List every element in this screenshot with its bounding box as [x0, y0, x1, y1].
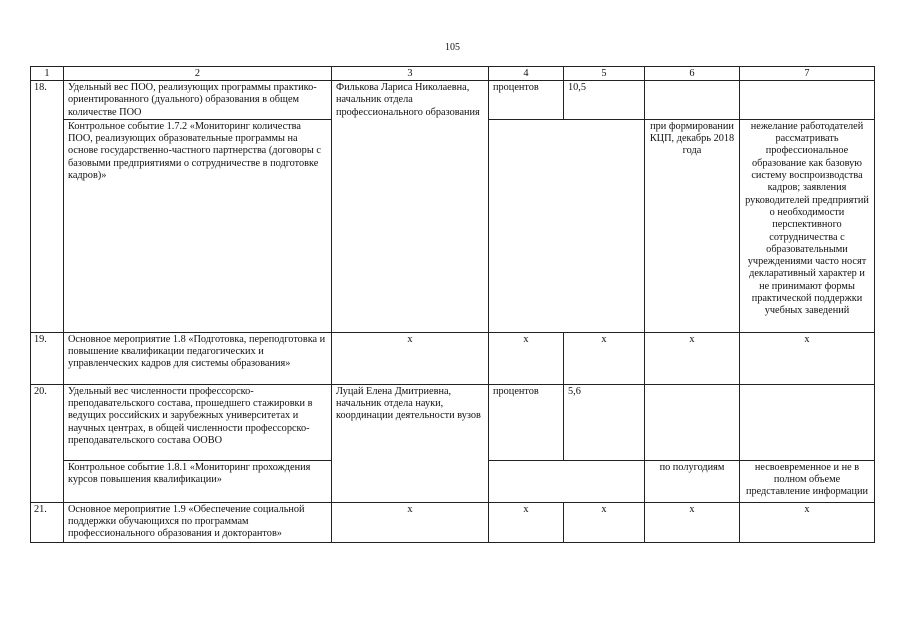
program-table: [30, 66, 875, 543]
x-mark: x: [332, 502, 489, 542]
indicator-text: Удельный вес численности профессорско-преподавательского состава, прошедшего стажировки в ведущих российских и зарубежных университетах и научных центрах, в общей численности профессорско-преподавательского состава ООВО: [64, 384, 332, 460]
x-mark: x: [564, 332, 645, 384]
page-number: 105: [445, 42, 460, 53]
x-mark: x: [564, 502, 645, 542]
column-number-row: [31, 67, 875, 81]
x-mark: x: [645, 502, 740, 542]
deadline-cell: при формировании КЦП, декабрь 2018 года: [645, 119, 740, 332]
row-number: 20.: [31, 384, 64, 502]
column-header: 5: [564, 67, 645, 81]
x-mark: x: [645, 332, 740, 384]
table-row: [31, 81, 875, 120]
empty-cell: [489, 460, 645, 502]
risks-cell: несвоевременное и не в полном объеме представление информации: [740, 460, 875, 502]
main-activity-text: Основное мероприятие 1.8 «Подготовка, переподготовка и повышение квалификации педагогических и управленческих кадров для системы образования»: [64, 332, 332, 384]
main-activity-text: Основное мероприятие 1.9 «Обеспечение социальной поддержки обучающихся по программам профессионального образования и докторантов»: [64, 502, 332, 542]
empty-cell: [489, 119, 645, 332]
unit-cell: процентов: [489, 384, 564, 460]
row-number: 19.: [31, 332, 64, 384]
empty-cell: [645, 81, 740, 120]
unit-cell: процентов: [489, 81, 564, 120]
column-header: 2: [64, 67, 332, 81]
x-mark: x: [489, 332, 564, 384]
empty-cell: [740, 384, 875, 460]
column-header: 7: [740, 67, 875, 81]
control-event-text: Контрольное событие 1.8.1 «Мониторинг прохождения курсов повышения квалификации»: [64, 460, 332, 502]
risks-cell: нежелание работодателей рассматривать профессиональное образование как базовую систему воспроизводства кадров; заявления руководителей предприятий о необходимости перспективного сотрудничества с образовательными учреждениями часто носят декларативный характер и не принимают формы практической поддержки учебных заведений: [740, 119, 875, 332]
value-cell: 5,6: [564, 384, 645, 460]
table-row: [31, 384, 875, 460]
deadline-cell: по полугодиям: [645, 460, 740, 502]
responsible-person: Филькова Лариса Николаевна, начальник отдела профессионального образования: [332, 81, 489, 333]
x-mark: x: [489, 502, 564, 542]
responsible-person: Луцай Елена Дмитриевна, начальник отдела науки, координации деятельности вузов: [332, 384, 489, 502]
column-header: 6: [645, 67, 740, 81]
x-mark: x: [740, 502, 875, 542]
control-event-text: Контрольное событие 1.7.2 «Мониторинг количества ПОО, реализующих образовательные программы на основе государственно-частного партнерства (договоры с базовыми предприятиями о сотрудничестве в подготовке кадров)»: [64, 119, 332, 332]
value-cell: 10,5: [564, 81, 645, 120]
empty-cell: [740, 81, 875, 120]
column-header: 1: [31, 67, 64, 81]
x-mark: x: [332, 332, 489, 384]
column-header: 4: [489, 67, 564, 81]
empty-cell: [645, 384, 740, 460]
table-row: [31, 332, 875, 384]
row-number: 18.: [31, 81, 64, 333]
row-number: 21.: [31, 502, 64, 542]
table-row: [31, 502, 875, 542]
x-mark: x: [740, 332, 875, 384]
indicator-text: Удельный вес ПОО, реализующих программы практико-ориентированного (дуального) образования в общем количестве ПОО: [64, 81, 332, 120]
column-header: 3: [332, 67, 489, 81]
